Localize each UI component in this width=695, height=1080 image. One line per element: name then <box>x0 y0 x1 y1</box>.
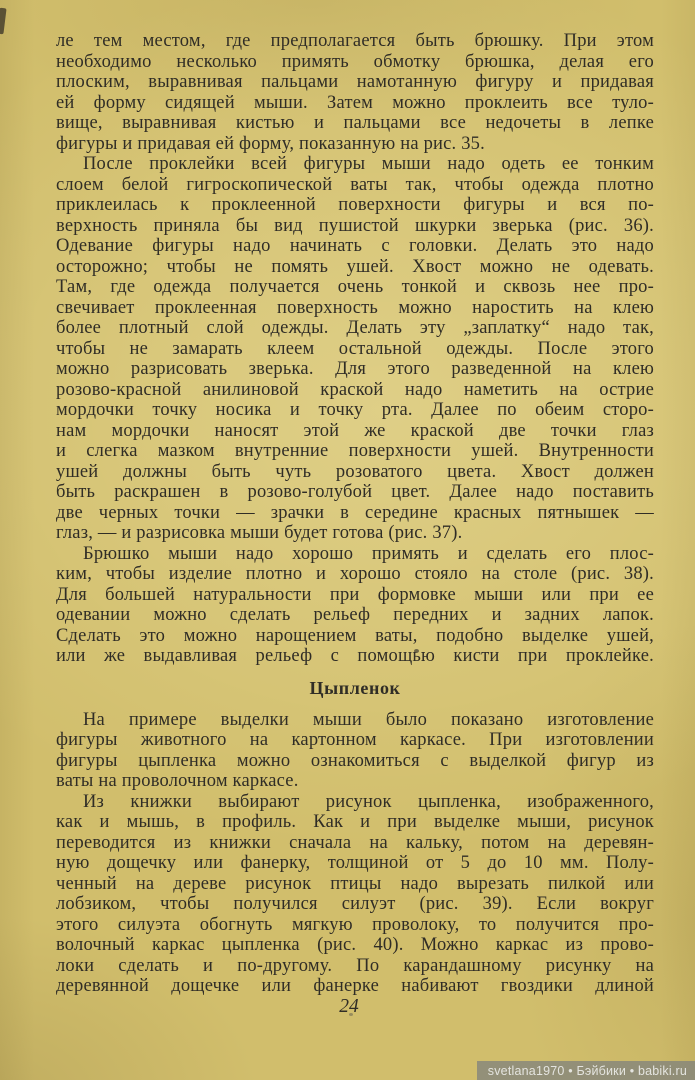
text-line: ле тем местом, где предполагается быть брюшку. При этом <box>56 31 654 51</box>
text-line: фигуры животного на картонном каркасе. При изготовлении <box>56 730 654 750</box>
text-line: Из книжки выбирают рисунок цыпленка, изображенного, <box>83 791 654 812</box>
text-line: фигуры цыпленка можно ознакомиться с выделкой фигур из <box>56 750 654 771</box>
text-line: На примере выделки мыши было показано изготовление <box>83 709 654 730</box>
text-line: верхность приняла бы вид пушистой шкурки зверька (рис. 36). <box>56 215 654 236</box>
text-line: локи сделать и по-другому. По карандашному рисунку на <box>56 955 654 976</box>
text-line: одевании можно сделать рельеф передних и задних лапок. <box>56 605 654 625</box>
text-line: Брюшко мыши надо хорошо примять и сделать его плос- <box>83 543 654 564</box>
text-line: две черных точки — зрачки в середине красных пятнышек — <box>56 502 654 523</box>
page-number: 24 <box>339 996 359 1017</box>
text-line: деревянной дощечке или фанерке набивают гвоздики длиной <box>56 976 654 996</box>
text-line: плоским, выравнивая пальцами намотанную фигуру и придавая <box>56 72 654 92</box>
text-line: ваты на проволочном каркасе. <box>56 771 299 791</box>
text-line: приклеилась к проклеенной поверхности фигуры и вся по- <box>56 195 654 215</box>
text-line: необходимо несколько примять обмотку брюшка, делая его <box>56 51 654 72</box>
text-line: розово-красной анилиновой краской надо наметить на острие <box>56 379 654 400</box>
paper-speck <box>0 8 7 35</box>
text-line: фигуры и придавая ей форму, показанную на рис. 35. <box>56 133 485 154</box>
text-line: После проклейки всей фигуры мыши надо одеть ее тонким <box>83 154 654 174</box>
text-line: более плотный слой одежды. Делать эту „заплатку“ надо так, <box>56 318 654 338</box>
text-line: и слегка мазком внутренние поверхности ушей. Внутренности <box>56 441 654 461</box>
text-line: ей форму сидящей мыши. Затем можно проклеить все туло- <box>56 92 654 113</box>
text-line: переводится из книжки сначала на кальку, потом на деревян- <box>56 832 654 853</box>
text-line: волочный каркас цыпленка (рис. 40). Можно каркас из прово- <box>56 935 654 955</box>
text-line: осторожно; чтобы не помять ушей. Хвост можно не одевать. <box>56 256 654 277</box>
text-line: ушей должны быть чуть розоватого цвета. Хвост должен <box>56 461 654 482</box>
text-line: нам мордочки наносят этой же краской две точки глаз <box>56 420 654 441</box>
text-block <box>56 31 654 997</box>
watermark <box>477 1061 695 1080</box>
text-line: слоем белой гигроскопической ваты так, чтобы одежда плотно <box>56 174 654 195</box>
section-heading: Цыпленок <box>309 677 401 698</box>
text-line: ким, чтобы изделие плотно и хорошо стояло на столе (рис. 38). <box>56 564 654 584</box>
text-line: ченный на дереве рисунок птицы надо вырезать пилкой или <box>56 873 654 894</box>
text-line: этого силуэта обогнуть мягкую проволоку, то получится про- <box>56 914 654 935</box>
text-line: Одевание фигуры надо начинать с головки. Делать это надо <box>56 236 654 256</box>
text-line: мордочки точку носика и точку рта. Далее по обеим сторо- <box>56 400 654 420</box>
text-line: как и мышь, в профиль. Как и при выделке мыши, рисунок <box>56 812 654 832</box>
text-line: Для большей натуральности при формовке мыши или при ее <box>56 584 654 605</box>
text-line: ную дощечку или фанерку, толщиной от 5 до 10 мм. Полу- <box>56 853 654 873</box>
text-line: вище, выравнивая кистью и пальцами все недочеты в лепке <box>56 113 654 133</box>
text-line: быть раскрашен в розово-голубой цвет. Далее надо поставить <box>56 482 654 502</box>
text-line: можно разрисовать зверька. Для этого разведенной на клею <box>56 359 654 379</box>
watermark-text: svetlana1970 • Бэйбики • babiki.ru <box>487 1063 687 1078</box>
text-line: чтобы не замарать клеем остальной одежды. После этого <box>56 338 654 359</box>
text-line: лобзиком, чтобы получился силуэт (рис. 39). Если вокруг <box>56 894 654 914</box>
text-line: или же выдавливая рельеф с помощью кисти при проклейке. <box>56 646 654 666</box>
text-line: Сделать это можно нарощением ваты, подобно выделке ушей, <box>56 625 654 646</box>
text-line: глаз, — и разрисовка мыши будет готова (рис. 37). <box>56 523 463 543</box>
text-line: свечивает проклеенная поверхность можно наростить на клею <box>56 297 654 318</box>
text-line: Там, где одежда получается очень тонкой и сквозь нее про- <box>56 277 654 297</box>
